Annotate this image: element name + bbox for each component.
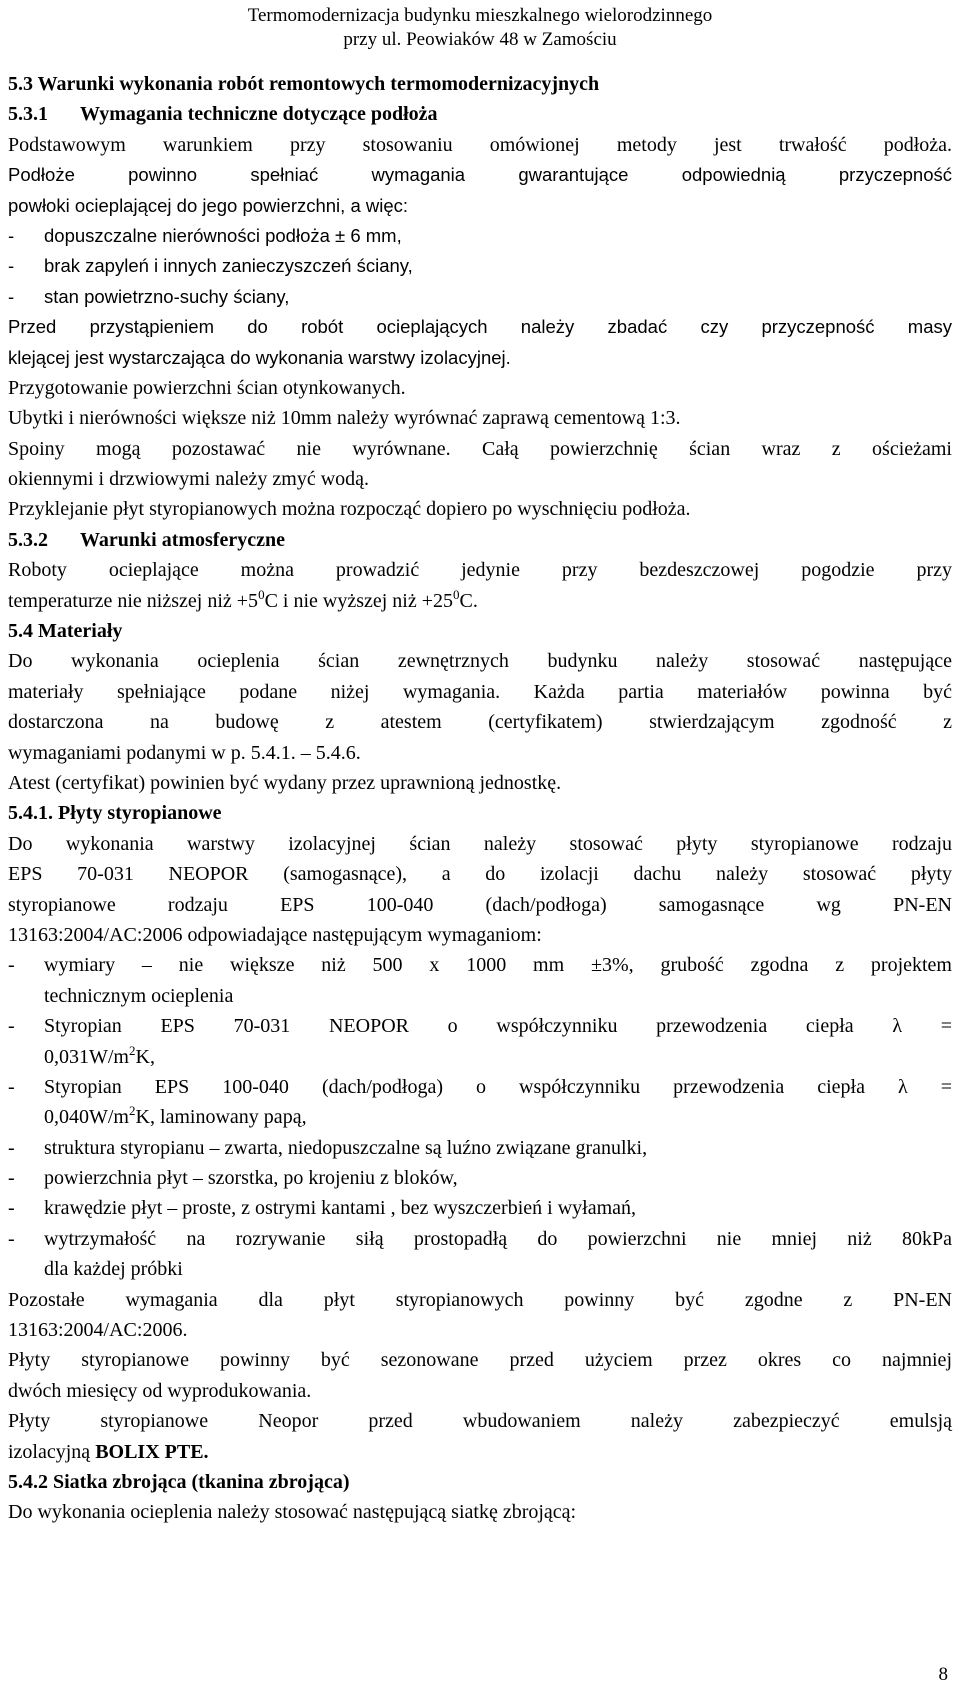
list-item: - powierzchnia płyt – szorstka, po krojeniu z bloków,	[8, 1167, 458, 1190]
list-item-continuation: $0,040W/m^2K$, laminowany papą,	[44, 1103, 307, 1129]
paragraph: dwóch miesięcy od wyprodukowania.	[8, 1379, 312, 1402]
paragraph: Przygotowanie powierzchni ścian otynkowanych.	[8, 376, 406, 399]
paragraph: Atest (certyfikat) powinien być wydany przez uprawnioną jednostkę.	[8, 771, 562, 794]
section-heading-5-4-1: 5.4.1. Płyty styropianowe	[8, 802, 222, 825]
list-item: - dopuszczalne nierówności podłoża ± 6 mm,	[8, 224, 402, 246]
paragraph: materiały spełniające podane niżej wymagania. Każda partia materiałów powinna być	[8, 680, 952, 703]
paragraph: temperaturze nie niższej niż $+5^0C$ i nie wyższej niż $+25^0C$.	[8, 586, 478, 612]
paragraph: Pozostałe wymagania dla płyt styropianowych powinny być zgodne z PN-EN	[8, 1288, 952, 1311]
paragraph: Spoiny mogą pozostawać nie wyrównane. Całą powierzchnię ścian wraz z ościeżami	[8, 437, 952, 460]
list-item: - wytrzymałość na rozrywanie siłą prostopadłą do powierzchni nie mniej niż 80kPa	[8, 1227, 952, 1250]
paragraph: Roboty ocieplające można prowadzić jedynie przy bezdeszczowej pogodzie przy	[8, 559, 952, 582]
list-item-continuation: $0,031W/m^2K$,	[44, 1042, 155, 1068]
paragraph: EPS 70-031 NEOPOR (samogasnące), a do izolacji dachu należy stosować płyty	[8, 863, 952, 886]
paragraph: Do wykonania warstwy izolacyjnej ścian należy stosować płyty styropianowe rodzaju	[8, 832, 952, 855]
paragraph: izolacyjną BOLIX PTE.	[8, 1440, 209, 1463]
paragraph: Przyklejanie płyt styropianowych można rozpocząć dopiero po wyschnięciu podłoża.	[8, 498, 691, 521]
header-line-1: Termomodernizacja budynku mieszkalnego wielorodzinnego	[247, 5, 713, 26]
section-heading-5-4-2: 5.4.2 Siatka zbrojąca (tkanina zbrojąca)	[8, 1470, 350, 1493]
list-item: - krawędzie płyt – proste, z ostrymi kantami , bez wyszczerbień i wyłamań,	[8, 1197, 637, 1220]
paragraph: Do wykonania ocieplenia należy stosować następującą siatkę zbrojącą:	[8, 1501, 577, 1524]
paragraph: Przed przystąpieniem do robót ocieplających należy zbadać czy przyczepność masy	[8, 316, 952, 338]
paragraph: 13163:2004/AC:2006 odpowiadające następującym wymaganiom:	[8, 923, 542, 946]
paragraph: Podstawowym warunkiem przy stosowaniu omówionej metody jest trwałość podłoża.	[8, 133, 952, 156]
list-item: - brak zapyleń i innych zanieczyszczeń ściany,	[8, 255, 413, 277]
paragraph: okiennymi i drzwiowymi należy zmyć wodą.	[8, 468, 370, 491]
paragraph: styropianowe rodzaju EPS 100-040 (dach/podłoga) samogasnące wg PN-EN	[8, 893, 952, 916]
header-line-2: przy ul. Peowiaków 48 w Zamościu	[343, 29, 617, 50]
section-heading-5-3-1: 5.3.1 Wymagania techniczne dotyczące podłoża	[8, 103, 438, 126]
paragraph: wymaganiami podanymi w p. 5.4.1. – 5.4.6.	[8, 741, 361, 764]
paragraph: Podłoże powinno spełniać wymagania gwarantujące odpowiednią przyczepność	[8, 164, 952, 186]
paragraph: Ubytki i nierówności większe niż 10mm należy wyrównać zaprawą cementową 1:3.	[8, 407, 681, 430]
list-item: - Styropian EPS 70-031 NEOPOR o współczynniku przewodzenia ciepła λ =	[8, 1015, 952, 1038]
paragraph: Płyty styropianowe Neopor przed wbudowaniem należy zabezpieczyć emulsją	[8, 1410, 952, 1433]
section-heading-5-3-2: 5.3.2 Warunki atmosferyczne	[8, 528, 285, 551]
section-heading-5-3: 5.3 Warunki wykonania robót remontowych termomodernizacyjnych	[8, 73, 600, 95]
list-item-continuation: technicznym ocieplenia	[44, 984, 234, 1007]
page-header	[0, 0, 960, 56]
paragraph: Do wykonania ocieplenia ścian zewnętrznych budynku należy stosować następujące	[8, 650, 952, 673]
paragraph: klejącej jest wystarczająca do wykonania warstwy izolacyjnej.	[8, 346, 511, 368]
paragraph: 13163:2004/AC:2006.	[8, 1319, 188, 1342]
paragraph: Płyty styropianowe powinny być sezonowane przed użyciem przez okres co najmniej	[8, 1349, 952, 1372]
list-item: - struktura styropianu – zwarta, niedopuszczalne są luźno związane granulki,	[8, 1136, 648, 1159]
section-heading-5-4: 5.4 Materiały	[8, 620, 123, 643]
list-item: - wymiary – nie większe niż 500 x 1000 mm ±3%, grubość zgodna z projektem	[8, 954, 952, 977]
list-item: - Styropian EPS 100-040 (dach/podłoga) o współczynniku przewodzenia ciepła λ =	[8, 1075, 952, 1098]
paragraph: powłoki ocieplającej do jego powierzchni, a więc:	[8, 194, 409, 216]
paragraph: dostarczona na budowę z atestem (certyfikatem) stwierdzającym zgodność z	[8, 711, 952, 734]
document-body	[8, 69, 952, 1528]
list-item: - stan powietrzno-suchy ściany,	[8, 285, 290, 307]
page-number: 8	[938, 1664, 948, 1685]
list-item-continuation: dla każdej próbki	[44, 1258, 183, 1281]
